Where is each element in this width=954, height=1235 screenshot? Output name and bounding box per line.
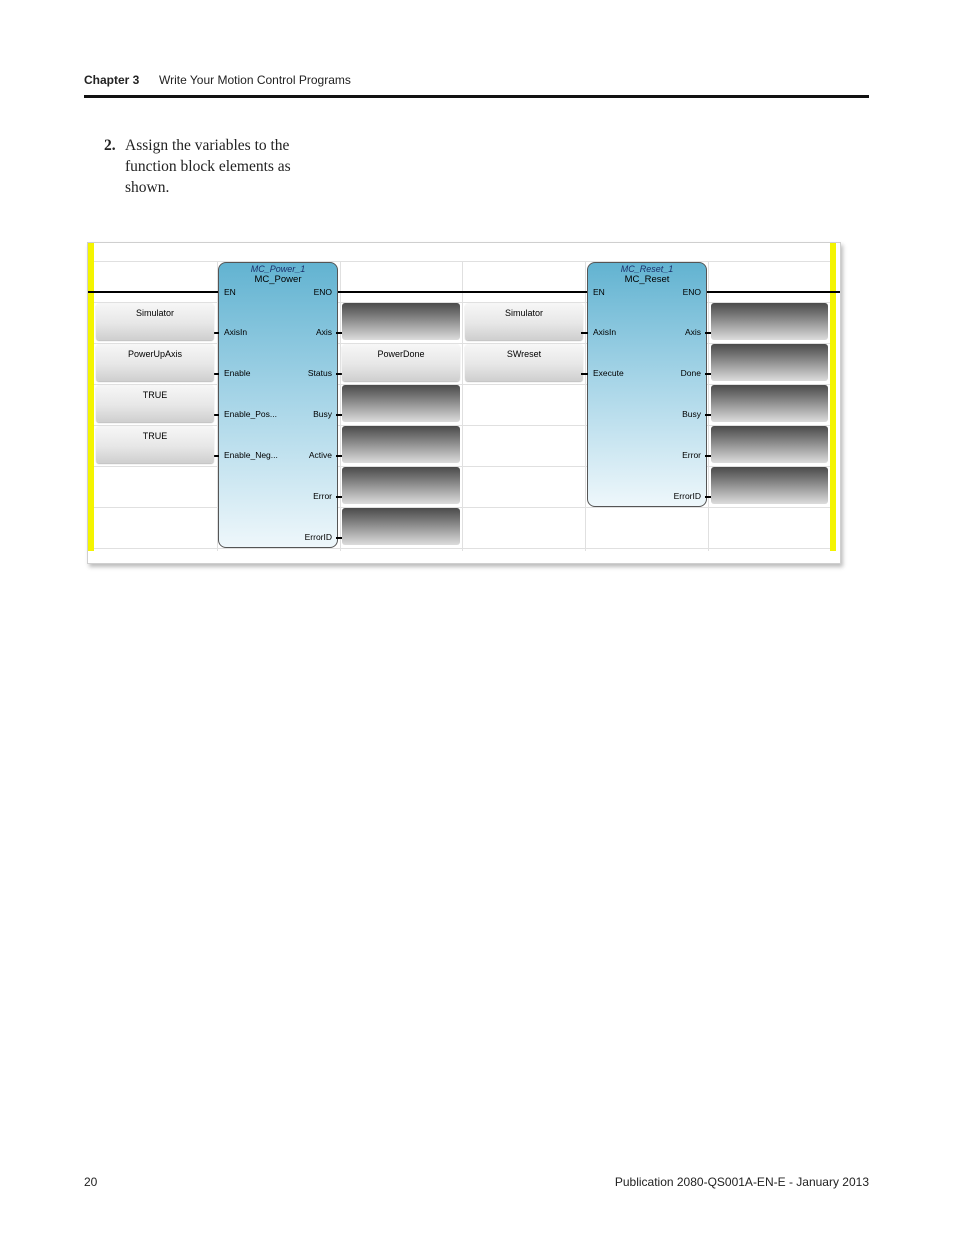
mc-power-block[interactable] — [218, 262, 338, 548]
pin-en-label: EN — [593, 287, 605, 297]
pin-eno-label: ENO — [682, 287, 701, 297]
pin-execute-label: Execute — [593, 368, 624, 378]
output-variable-empty[interactable] — [711, 426, 828, 463]
fb-type-name: MC_Reset — [624, 274, 670, 285]
pin-axis-label: Axis — [315, 327, 332, 337]
variable-label: Simulator — [504, 308, 543, 318]
pin-enable-pos-label: Enable_Pos... — [224, 409, 277, 419]
fb-type-name: MC_Power — [254, 274, 302, 285]
publication-info: Publication 2080-QS001A-EN-E - January 2013 — [614, 1175, 869, 1189]
output-variable-empty[interactable] — [342, 426, 460, 463]
grid-line — [585, 261, 586, 551]
variable-label — [342, 467, 460, 472]
variable-label: PowerDone — [377, 349, 425, 359]
variable-label: TRUE — [142, 390, 168, 400]
pin-axis-label: Axis — [684, 327, 701, 337]
output-variable-empty[interactable] — [342, 508, 460, 545]
variable-label: Simulator — [135, 308, 174, 318]
step-number: 2. — [104, 137, 116, 154]
input-variable-powerupaxis[interactable] — [96, 344, 214, 381]
pin-error-label: Error — [313, 491, 332, 501]
input-pin[interactable] — [581, 373, 588, 375]
pin-active-label: Active — [308, 450, 332, 460]
input-variable-swreset[interactable] — [465, 344, 583, 381]
pin-eno-label: ENO — [313, 287, 332, 297]
output-variable-empty[interactable] — [711, 467, 828, 504]
pin-errorid-label: ErrorID — [673, 491, 701, 501]
variable-label — [711, 344, 828, 349]
input-variable-true[interactable] — [96, 426, 214, 463]
function-block-diagram — [87, 242, 841, 564]
chapter-title: Write Your Motion Control Programs — [159, 73, 351, 87]
pin-en-label: EN — [224, 287, 236, 297]
pin-done-label: Done — [680, 368, 701, 378]
input-variable-true[interactable] — [96, 385, 214, 422]
left-rail — [88, 243, 94, 551]
grid-line — [462, 261, 463, 551]
pin-status-label: Status — [307, 368, 332, 378]
variable-label — [711, 303, 828, 308]
pin-axisin-label: AxisIn — [224, 327, 248, 337]
chapter-label: Chapter 3 — [84, 73, 140, 87]
variable-label: PowerUpAxis — [127, 349, 183, 359]
header-rule — [84, 95, 869, 98]
variable-label — [342, 426, 460, 431]
enable-wire — [88, 291, 840, 293]
pin-axisin-label: AxisIn — [593, 327, 617, 337]
input-variable-simulator[interactable] — [96, 303, 214, 340]
output-variable-empty[interactable] — [711, 303, 828, 340]
fb-instance-name: MC_Power_1 — [250, 264, 306, 274]
right-rail — [830, 243, 836, 551]
step-text: Assign the variables to the function block elements as shown. — [125, 137, 291, 196]
variable-label — [711, 426, 828, 431]
variable-label — [711, 467, 828, 472]
output-variable-empty[interactable] — [711, 344, 828, 381]
variable-label — [342, 303, 460, 308]
page-number: 20 — [84, 1175, 98, 1189]
input-pin[interactable] — [581, 332, 588, 334]
output-variable-empty[interactable] — [342, 467, 460, 504]
pin-enable-label: Enable — [224, 368, 251, 378]
variable-label: TRUE — [142, 431, 168, 441]
variable-label: SWreset — [506, 349, 542, 359]
pin-busy-label: Busy — [682, 409, 701, 419]
variable-label — [342, 508, 460, 513]
output-variable-empty[interactable] — [711, 385, 828, 422]
input-variable-simulator[interactable] — [465, 303, 583, 340]
grid-line — [340, 261, 341, 551]
variable-label — [342, 385, 460, 390]
mc-reset-block[interactable] — [587, 262, 707, 507]
output-variable-empty[interactable] — [342, 303, 460, 340]
pin-errorid-label: ErrorID — [304, 532, 332, 542]
output-variable-empty[interactable] — [342, 385, 460, 422]
pin-busy-label: Busy — [313, 409, 332, 419]
grid-line — [708, 261, 709, 551]
pin-error-label: Error — [682, 450, 701, 460]
fb-instance-name: MC_Reset_1 — [620, 264, 674, 274]
pin-enable-neg-label: Enable_Neg... — [224, 450, 278, 460]
output-variable-powerdone[interactable] — [342, 344, 460, 381]
variable-label — [711, 385, 828, 390]
